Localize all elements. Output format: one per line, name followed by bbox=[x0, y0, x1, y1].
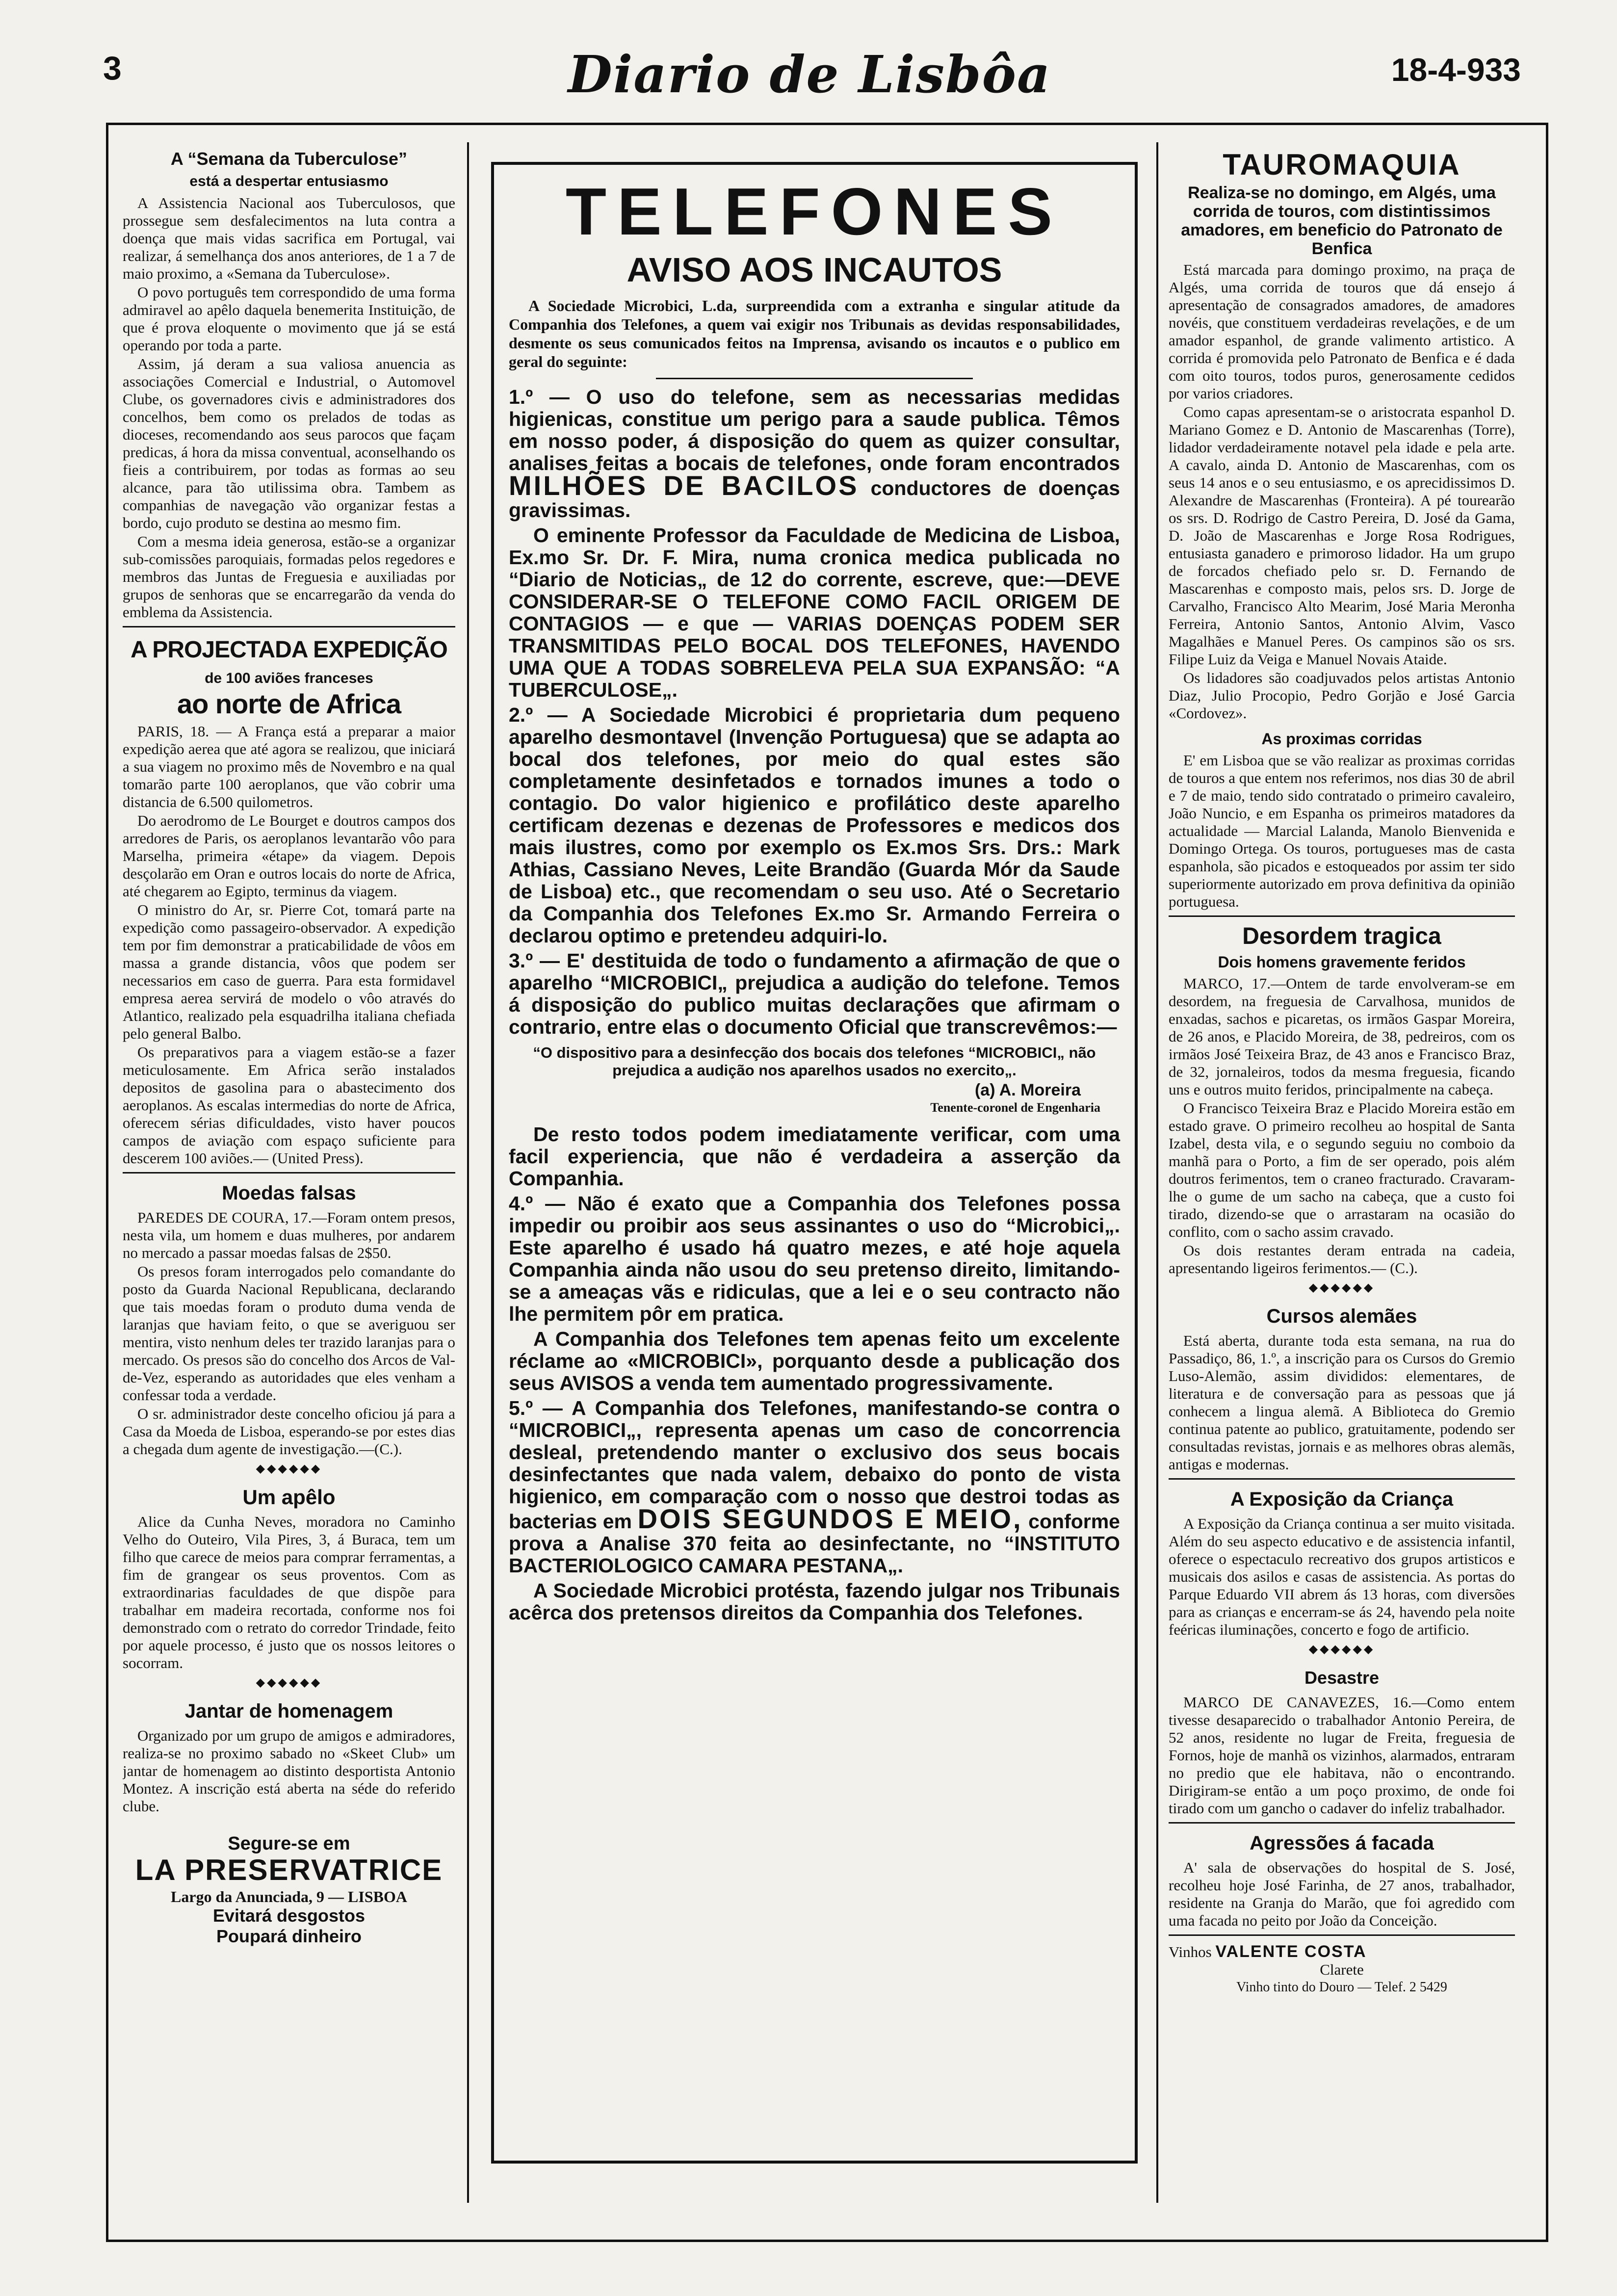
advertisement-valente-costa bbox=[1169, 1943, 1515, 1996]
headline: Desordem tragica bbox=[1242, 923, 1441, 949]
article-tauromaquia bbox=[1169, 149, 1515, 911]
page-number: 3 bbox=[103, 50, 122, 87]
ad-line: Clarete bbox=[1320, 1961, 1364, 1978]
subheadline: Dois homens gravemente feridos bbox=[1218, 953, 1466, 971]
paragraph: Assim, já deram a sua valiosa anuencia as associações Comercial e Industrial, o Automovel Clube, os governadores civis e administradores dos concelhos, bem como os prelados de todas as dioceses, recomendando aos seus parocos que façam predicas, á hora da missa conventual, aconselhando os fieis a contribuirem, por todas as formas ao seu alcance, para tão utilissima obra. Tambem as companhias de navegação vão organizar festas a bordo, cujo produto se destina ao mesmo fim. bbox=[123, 355, 455, 531]
emphasis: DOIS SEGUNDOS E MEIO, bbox=[637, 1503, 1023, 1534]
headline: Jantar de homenagem bbox=[184, 1700, 393, 1722]
paragraph bbox=[509, 386, 1120, 522]
ad-line bbox=[1169, 1943, 1515, 1961]
paragraph: MARCO DE CANAVEZES, 16.—Como entem tivesse desaparecido o trabalhador Antonio Pereira, de 52 anos, residente no lugar de Freita, freguesia de Fornos, hoje de manhã os vizinhos, alarmados, entraram no predio que ele habitava, não o encontrando. Dirigiram-se então a um poço proximo, de onde foi tirado com um gancho o cadaver do infeliz trabalhador. bbox=[1169, 1694, 1515, 1817]
article-apelo bbox=[123, 1485, 455, 1672]
masthead bbox=[98, 44, 1521, 108]
newspaper-title: Diario de Lisbôa bbox=[568, 44, 1051, 104]
headline: Moedas falsas bbox=[222, 1182, 356, 1204]
text-run: conductores de doenças gravissimas. bbox=[509, 477, 1120, 522]
article-moedas bbox=[123, 1180, 455, 1458]
paragraph: Os preparativos para a viagem estão-se a fazer meticulosamente. Em Africa serão instalados depositos de gasolina para o abastecimento dos aeroplanos. As escalas intermedias do norte de Africa, oferecem sérias dificuldades, visto haver poucos campos de aviação com espaço suficiente para descerem 100 aviões.— (United Press). bbox=[123, 1044, 455, 1167]
advertisement-preservatrice bbox=[123, 1835, 455, 1947]
divider bbox=[656, 378, 973, 379]
text-run: conforme prova a Analise 370 feita ao desinfectante, no “INSTITUTO BACTERIOLOGICO CAMARA PESTANA„. bbox=[509, 1510, 1120, 1577]
headline: A “Semana da Tuberculose” bbox=[170, 149, 408, 169]
paragraph: Os presos foram interrogados pelo comandante do posto da Guarda Nacional Republicana, declarando que tais moedas foram o produto duma venda de laranjas que haviam feito, o que se averiguou ser mentira, visto nenhum deles ter trazido laranjas para o mercado. Os presos são do concelho dos Arcos de Val-de-Vez, esperando as autoridades que eles venham a confessar toda a verdade. bbox=[123, 1263, 455, 1404]
paragraph: Alice da Cunha Neves, moradora no Caminho Velho do Outeiro, Vila Pires, 3, á Buraca, tem um filho que carece de meios para comprar ferramentas, a fim de grangear os seus proventos. Com as extraordinarias faculdades de que dispõe para trabalhar em madeira recortada, conforme nos foi demonstrado com o retrato do corredor Trindade, feito por aquele processo, é justo que os nossos leitores o socorram. bbox=[123, 1513, 455, 1671]
paragraph: PAREDES DE COURA, 17.—Foram ontem presos, nesta vila, um homem e duas mulheres, por andarem no mercado a passar moedas falsas de 2$50. bbox=[123, 1209, 455, 1261]
emphasis: MILHÕES DE BACILOS bbox=[509, 470, 859, 501]
subheadline: Realiza-se no domingo, em Algés, uma corrida de touros, com distintissimos amadores, em beneficio do Patronato de Benfica bbox=[1181, 183, 1503, 258]
article-cursos bbox=[1169, 1304, 1515, 1473]
subheadline: AVISO AOS INCAUTOS bbox=[626, 251, 1002, 289]
paragraph: E' em Lisboa que se vão realizar as proximas corridas de touros a que entem nos referimos, nos dias 30 de abril e 7 de maio, tendo sido contratado o primeiro cavaleiro, João Nuncio, e em Espanha os primeiros matadores da actualidade — Marcial Lalanda, Manolo Bienvenida e Domingo Ortega. Os touros, portugueses mas de casta espanhola, são picados e estoqueados por assim ter sido superiormente autorizado em prova definitiva da opinião portuguesa. bbox=[1169, 752, 1515, 910]
paragraph: A Exposição da Criança continua a ser muito visitada. Além do seu aspecto educativo e de assistencia infantil, oferece o espectaculo recreativo dos grupos artisticos e musicais dos asilos e casas de assistencia. As portas do Parque Eduardo VII abrem ás 13 horas, com diversões para as crianças e encerram-se ás 24, havendo pela noite feéricas iluminações, concerto e fogo de artificio. bbox=[1169, 1515, 1515, 1638]
paragraph: O sr. administrador deste concelho oficiou já para a Casa da Moeda de Lisboa, esperando-se por estes dias a chegada dum agente de investigação.—(C.). bbox=[123, 1405, 455, 1458]
paragraph: A Assistencia Nacional aos Tuberculosos, que prossegue sem desfalecimentos na luta contra a doença que mais vidas sacrifica em Portugal, vai realizar, á semelhança dos anos anteriores, de 1 a 7 de maio proximo, a «Semana da Tuberculose». bbox=[123, 194, 455, 282]
headline: TELEFONES bbox=[565, 174, 1064, 249]
text-run: 5.º — A Companhia dos Telefones, manifestando-se contra o “MICROBICI„, representa apenas um caso de concorrencia desleal, pretendendo manter o exclusivo dos seus bocais desinfectantes que nada valem, debaixo do ponto de vista higienico, em comparação com o nosso que destroi todas as bacterias em bbox=[509, 1397, 1120, 1533]
column-divider bbox=[467, 142, 469, 2203]
article-expedicao bbox=[123, 634, 455, 1167]
ad-line: Poupará dinheiro bbox=[216, 1926, 362, 1946]
paragraph: Os lidadores são coadjuvados pelos artistas Antonio Diaz, Julio Procopio, Pedro Gorjão e José Garcia «Cordovez». bbox=[1169, 669, 1515, 722]
paragraph: A Sociedade Microbici protésta, fazendo julgar nos Tribunais acêrca dos pretensos direitos da Companhia dos Telefones. bbox=[509, 1579, 1120, 1624]
paragraph: Do aerodromo de Le Bourget e doutros campos dos arredores de Paris, os aeroplanos levantarão vôo para Marselha, primeira «étape» da viagem. Depois desçolarão em Oran e outros locais do norte de Africa, até chegarem ao Egipto, terminus da viagem. bbox=[123, 812, 455, 900]
divider bbox=[1169, 1822, 1515, 1824]
divider bbox=[1169, 1478, 1515, 1480]
paragraph: A Companhia dos Telefones tem apenas feito um excelente réclame ao «MICROBICI», porquanto desde a publicação dos seus AVISOS a venda tem aumentado progressivamente. bbox=[509, 1328, 1120, 1394]
ornament-divider: ◆◆◆◆◆◆ bbox=[256, 1462, 322, 1475]
paragraph: 4.º — Não é exato que a Companhia dos Telefones possa impedir ou proibir aos seus assinantes o uso do “Microbici„. Este aparelho é usado há quatro mezes, e até hoje aquela Companhia ainda não usou do seu pretenso direito, limitando-se a ameaças vãs e ridiculas, que a lei e o seu contracto não lhe permitem pôr em pratica. bbox=[509, 1192, 1120, 1325]
ornament-divider: ◆◆◆◆◆◆ bbox=[1308, 1643, 1375, 1656]
left-column bbox=[123, 142, 455, 2227]
ad-line: Vinho tinto do Douro — Telef. 2 5429 bbox=[1236, 1980, 1447, 1995]
paragraph: A' sala de observações do hospital de S. José, recolheu hoje José Farinha, de 27 anos, trabalhador, residente na Granja do Marão, que foi agredido com uma facada no peito por João da Conceição. bbox=[1169, 1859, 1515, 1929]
paragraph: MARCO, 17.—Ontem de tarde envolveram-se em desordem, na freguesia de Carvalhosa, munidos de enxadas, sachos e picaretas, os irmãos Gaspar Moreira, de 26 anos, e Placido Moreira, de 38, pedreiros, com os irmãos José Teixeira Braz, de 43 anos e Francisco Braz, de 32, jornaleiros, todos da mesma freguesia, ficando uns e outros muito feridos, principalmente na cabeça. bbox=[1169, 975, 1515, 1098]
headline: Um apêlo bbox=[242, 1486, 336, 1509]
ad-brand: VALENTE COSTA bbox=[1215, 1942, 1367, 1961]
article-tuberculose bbox=[123, 149, 455, 621]
paragraph: Com a mesma ideia generosa, estão-se a organizar sub-comissões paroquiais, formadas pelos regedores e membros das Juntas de Freguesia e auxiliadas por grupos de senhoras que se encarregarão da venda do emblema da Assistencia. bbox=[123, 533, 455, 621]
paragraph: PARIS, 18. — A França está a preparar a maior expedição aerea que até agora se realizou, que iniciará a sua viagem no proximo mês de Novembro e na qual tomarão parte 100 aeroplanos, que vão cobrir uma distancia de 6.500 quilometros. bbox=[123, 723, 455, 810]
paragraph: O Francisco Teixeira Braz e Placido Moreira estão em estado grave. O primeiro recolheu ao hospital de Santa Izabel, desta vila, e o segundo seguiu no comboio da manhã para o Porto, a fim de ser operado, pois além doutros ferimentos, tem o craneo fracturado. Cravaram-lhe o gume de um sacho na cabeça, que a custo foi tirado, dizendo-se que o arrastaram na ocasião do conflito, com o sacho assim cravado. bbox=[1169, 1099, 1515, 1240]
article-desordem bbox=[1169, 924, 1515, 1277]
ad-brand: LA PRESERVATRICE bbox=[135, 1853, 443, 1886]
section-subheading: As proximas corridas bbox=[1261, 730, 1422, 748]
ad-line: Evitará desgostos bbox=[212, 1905, 365, 1926]
paragraph: Como capas apresentam-se o aristocrata espanhol D. Mariano Gomez e D. Antonio de Mascarenhas (Torre), lidador verdadeiramente notavel pela idade e pela arte. A cavalo, ainda D. Antonio de Mascarenhas, com os seus 14 anos e o seu entusiasmo, e os aprecidissimos D. Alexandre de Mascarenhas (Fronteira). A pé tourearão os srs. D. Rodrigo de Castro Pereira, D. José da Gama, D. João de Mascarenhas e Jorge Rosa Rodrigues, entusiasta ganadero e primoroso lidador. Ha um grupo de forcados chefiado pelo sr. D. Fernando de Mascarenhas e composto mais, pelos srs. D. Jorge de Carvalho, Francisco Alto Mearim, José Maria Meronha Ferreira, Antonio Santos, Antonio Alvim, Vasco Magalhães e Manuel Peres. Os campinos são os srs. Filipe Luiz da Veiga e Manuel Novais Ataide. bbox=[1169, 403, 1515, 668]
ornament-divider: ◆◆◆◆◆◆ bbox=[1308, 1281, 1375, 1294]
paragraph: O povo português tem correspondido de uma forma admiravel ao apêlo daquela benemerita Instituição, de que é prova eloquente o movimento que já se está operando por toda a parte. bbox=[123, 284, 455, 354]
paragraph: Os dois restantes deram entrada na cadeia, apresentando ligeiros ferimentos.— (C.). bbox=[1169, 1242, 1515, 1277]
article-facada bbox=[1169, 1830, 1515, 1930]
paragraph: Está marcada para domingo proximo, na praça de Algés, uma corrida de touros que dá ensejo á apresentação de consagrados amadores, de amadores novéis, que constituem verdadeiras revelações, e de um amador espanhol, de grande valimento artistico. A corrida é promovida pelo Patronato de Benfica e é dada com oito touros, todos puros, generosamente cedidos por varios criadores. bbox=[1169, 261, 1515, 402]
center-advertisement-telefones bbox=[491, 162, 1138, 2164]
signature: (a) A. Moreira bbox=[974, 1081, 1081, 1099]
paragraph bbox=[509, 1397, 1120, 1577]
text-run: 1.º — O uso do telefone, sem as necessarias medidas higienicas, constitue um perigo para a saude publica. Têmos em nosso poder, á disposição do quem as quizer consultar, analises feitas a bocais de telefones, onde foram encontrados bbox=[509, 386, 1120, 474]
ad-line: Segure-se em bbox=[228, 1833, 350, 1854]
paragraph: O ministro do Ar, sr. Pierre Cot, tomará parte na expedição como passageiro-observador. A expedição tem por fim demonstrar a praticabilidade de vôos em massa a grande distancia, vôos que podem ser necessarios em caso de guerra. Para esta formidavel empresa aerea servirá de modelo o vôo através do Atlantico, realizado pela esquadrilha italiana chefiada pelo general Balbo. bbox=[123, 901, 455, 1042]
headline: A PROJECTADA EXPEDIÇÃO bbox=[130, 637, 447, 663]
paragraph: 2.º — A Sociedade Microbici é proprietaria dum pequeno aparelho desmontavel (Invenção Portuguesa) que se adapta ao bocal dos telefones, por meio do qual estes são completamente desinfetados e tornados imunes a todo o contagio. Do valor higienico e profilático deste aparelho certificam dezenas e dezenas de Professores e medicos dos mais ilustres, como por exemplo os Ex.mos Srs. Drs.: Mark Athias, Cassiano Neves, Leite Brandão (Guarda Mór da Saude de Lisboa) etc., que recomendam o seu uso. Até o Secretario da Companhia dos Telefones Ex.mo Sr. Armando Ferreira o declarou optimo e pretendeu adquiri-lo. bbox=[509, 704, 1120, 947]
divider bbox=[1169, 1934, 1515, 1936]
paragraph: O eminente Professor da Faculdade de Medicina de Lisboa, Ex.mo Sr. Dr. F. Mira, numa cronica medica publicada no “Diario de Noticias„ de 12 do corrente, escreve, que:—DEVE CONSIDERAR-SE O TELEFONE COMO FACIL ORIGEM DE CONTAGIOS — e que — VARIAS DOENÇAS PODEM SER TRANSMITIDAS PELO BOCAL DOS TELEFONES, HAVENDO UMA QUE A TODAS SOBRELEVA PELA SUA EXPANSÃO: “A TUBERCULOSE„. bbox=[509, 524, 1120, 701]
subheadline: está a despertar entusiasmo bbox=[189, 173, 389, 189]
right-column bbox=[1169, 142, 1515, 2227]
issue-date: 18-4-933 bbox=[1391, 52, 1521, 88]
divider bbox=[1169, 915, 1515, 917]
article-crianca bbox=[1169, 1487, 1515, 1639]
headline: TAUROMAQUIA bbox=[1223, 148, 1461, 181]
headline: Cursos alemães bbox=[1266, 1305, 1417, 1327]
quote: “O dispositivo para a desinfecção dos bocais dos telefones “MICROBICI„ não prejudica a audição nos aparelhos usados no exercito„. bbox=[533, 1044, 1096, 1079]
signature-title: Tenente-coronel de Engenharia bbox=[930, 1100, 1100, 1115]
paragraph: Está aberta, durante toda esta semana, na rua do Passadiço, 86, 1.º, a inscrição para os Cursos do Gremio Luso-Alemão, assim divididos: elementares, de literatura e de conversação para as pessoas que já conhecem a lingua alemã. A Biblioteca do Gremio continua patente ao publico, gratuitamente, podendo ser consultadas revistas, jornais e as melhores obras alemãs, antigas e modernas. bbox=[1169, 1332, 1515, 1473]
ad-text: Vinhos bbox=[1169, 1943, 1212, 1960]
article-desastre bbox=[1169, 1665, 1515, 1817]
paragraph: 3.º — E' destituida de todo o fundamento a afirmação de que o aparelho “MICROBICI„ prejudica a audição do telefone. Temos á disposição do publico muitas declarações que afirmam o contrario, entre elas o documento Oficial que transcrevêmos:— bbox=[509, 949, 1120, 1038]
headline: A Exposição da Criança bbox=[1230, 1488, 1454, 1510]
ornament-divider: ◆◆◆◆◆◆ bbox=[256, 1676, 322, 1689]
headline: Agressões á facada bbox=[1250, 1832, 1434, 1854]
divider bbox=[123, 1172, 455, 1174]
headline: Desastre bbox=[1304, 1668, 1380, 1688]
ad-address: Largo da Anunciada, 9 — LISBOA bbox=[171, 1888, 407, 1905]
intro-paragraph: A Sociedade Microbici, L.da, surpreendida com a extranha e singular atitude da Companhia dos Telefones, a quem vai exigir nos Tribunais as devidas responsabilidades, desmente os seus comunicados feitos na Imprensa, avisando os incautos e o publico em geral do seguinte: bbox=[509, 297, 1120, 370]
column-divider bbox=[1156, 142, 1158, 2203]
paragraph: De resto todos podem imediatamente verificar, com uma facil experiencia, que não é verdadeira a asserção da Companhia. bbox=[509, 1123, 1120, 1190]
divider bbox=[123, 626, 455, 627]
article-jantar bbox=[123, 1698, 455, 1815]
subheadline: de 100 aviões franceses bbox=[205, 670, 373, 686]
headline-2: ao norte de Africa bbox=[177, 688, 401, 719]
paragraph: Organizado por um grupo de amigos e admiradores, realiza-se no proximo sabado no «Skeet Club» um jantar de homenagem ao distinto desportista Antonio Montez. A inscrição está aberta na séde do referido clube. bbox=[123, 1727, 455, 1815]
